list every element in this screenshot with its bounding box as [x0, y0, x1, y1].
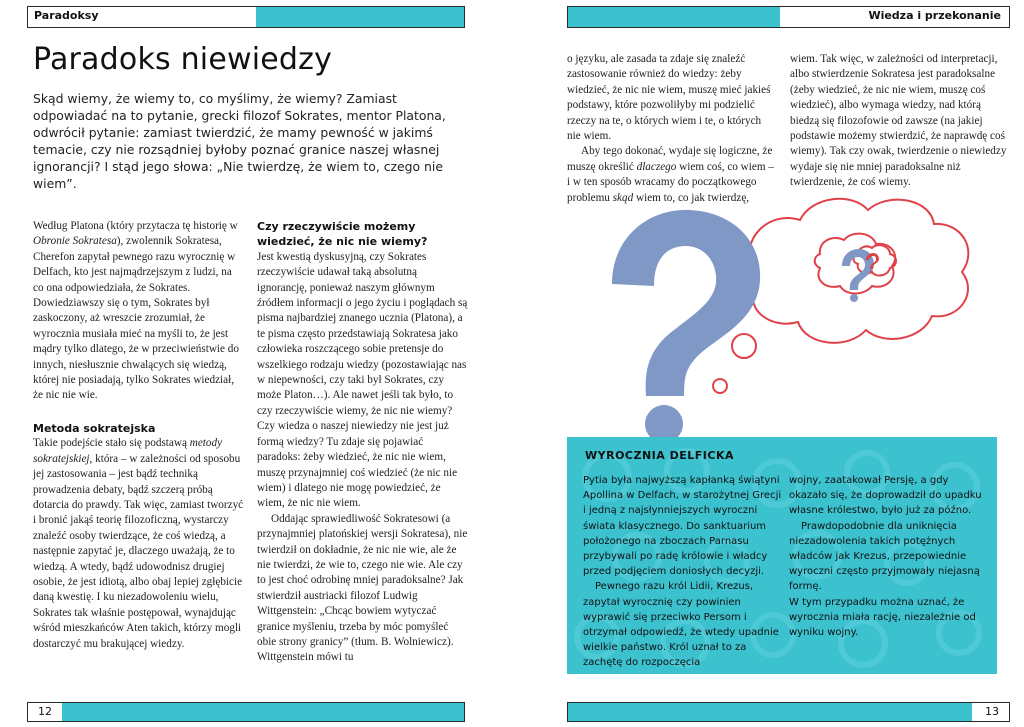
page-number-left: 12 — [38, 705, 52, 718]
box-right-paragraph-1: wojny, zaatakował Persję, a gdy okazało się, że doprowadził do upadku własne królestwo, było już za późno. — [789, 475, 982, 517]
box-right-paragraph-3: W tym przypadku można uznać, że wyrocznia miała rację, niezależnie od wyniku wojny. — [789, 596, 976, 639]
right-header-bar — [567, 6, 1010, 28]
section-title: Paradoksy — [34, 9, 99, 22]
box-left-paragraph-1: Pytia była najwyższą kapłanką świątyni Apollina w Delfach, w starożytnej Grecji i jedną z najsłynniejszych wyroczni świata klasycznego. Do sanktuarium położonego na zboczach Parnasu przybywali po radę królowie i władcy przed podjęciem doniosłych decyzji. — [583, 475, 782, 578]
section-heading-socratic-method: Metoda sokratejska — [33, 421, 156, 435]
page-title: Paradoks niewiedzy — [33, 42, 333, 77]
column-3 — [567, 52, 775, 206]
column-4-paragraph-1: wiem. Tak więc, w zależności od interpretacji, albo stwierdzenie Sokratesa jest paradoksalne (żeby wiedzieć, że nic nie wiem, muszę coś wiedzieć), albo wymaga wiedzy, nad którą biedzą się filozofowie od zawsze (na jakiej podstawie możemy stwierdzić, że naprawdę coś wiemy). Tak czy owak, twierdzenie o niewiedzy wydaje się nie mniej paradoksalne niż twierdzenie, że coś wiemy. — [790, 53, 1007, 189]
column-4 — [790, 52, 1008, 191]
box-right-paragraph-2: Prawdopodobnie dla uniknięcia niezadowolenia takich potężnych władców jak Krezus, przepowiednie wyroczni często przyjmowały niejasną formę. — [789, 520, 980, 593]
column-1 — [33, 219, 245, 652]
section-heading-can-we-know: Czy rzeczywiście możemy wiedzieć, że nic nie wiemy? — [257, 220, 428, 249]
column-2 — [257, 219, 469, 666]
right-footer-bar — [567, 702, 1010, 722]
left-footer-bar — [27, 702, 465, 722]
sidebar-box-delphic-oracle — [567, 437, 997, 674]
intro-paragraph: Skąd wiemy, że wiemy to, co myślimy, że wiemy? Zamiast odpowiadać na to pytanie, grecki filozof Sokrates, mentor Platona, odwrócił pytanie: zamiast twierdzić, że mamy pewność w jakimś temacie, czy nie rozsądniej byłoby poznać granice naszej własnej ignorancji? I stąd jego słowa: „Nie twierdzę, że wiem to, czego nie wiem”. — [33, 91, 446, 191]
box-title: WYROCZNIA DELFICKA — [585, 449, 734, 462]
column-2-paragraph-2: Oddając sprawiedliwość Sokratesowi (a przynajmniej platońskiej wersji Sokratesa), nie twierdził on dokładnie, że nic nie wie, ale że nie twierdzi, że wie to, czego nie wie. Ale czy to jest choć odrobinę mniej paradoksalne? Jak stwierdził austriacki filozof Ludwig Wittgenstein: „Chcąc bowiem wytyczać granice myśleniu, trzeba by móc pomyśleć obie strony granicy” (tłum. B. Wolniewicz). Wittgenstein mówi tu — [257, 512, 468, 664]
page-number-right: 13 — [985, 705, 999, 718]
box-left-paragraph-2: Pewnego razu król Lidii, Krezus, zapytał wyrocznię czy powinien wyprawić się przeciwko Persom i otrzymał odpowiedź, że wtedy upadnie wielkie państwo. Król uznał to za zachętę do rozpoczęcia — [583, 581, 779, 669]
left-header-bar — [27, 6, 465, 28]
column-1-paragraph-2: Takie podejście stało się podstawą metody sokratejskiej, która – w zależności od sposobu jej zastosowania – jest bądź techniką prowadzenia debaty, bądź szczerą próbą dotarcia do prawdy. Tak więc, zamiast tworzyć i bronić jakąś teorię filozoficzną, wystarczy znaleźć osoby twierdzące, że coś wiedzą, a następnie zapytać je, dlaczego uważają, że to wiedzą. A wtedy, bądź udowodnisz drugiej osobie, że jest idiotą, albo obaj lepiej zgłębicie daną kwestię. I ku niezadowoleniu wielu, Sokrates tak właśnie postępował, wynajdując wśród mieszkańców Aten takich, którzy mogli dostarczyć mu brakującej wiedzy. — [33, 437, 244, 650]
column-3-paragraph-2: Aby tego dokonać, wydaje się logiczne, że muszę określić dlaczego wiem coś, co wiem – i w ten sposób wracamy do początkowego problemu skąd wiem to, co jak twierdzę, — [567, 145, 774, 204]
column-3-paragraph-1: o języku, ale zasada ta zdaje się znaleźć zastosowanie również do wiedzy: żeby wiedzieć, że nic nie wiem, muszę mieć jakieś podstawy, które pozwoliłyby mi podzielić rzeczy na te, o których wiem i te, o których nie wiem. — [567, 53, 771, 143]
column-1-paragraph-1: Według Platona (który przytacza tę historię w Obronie Sokratesa), zwolennik Sokratesa, Cherefon zapytał pewnego razu wyrocznię w Delfach, kto jest najmądrzejszym z ludzi, na co ona odpowiedziała, że Sokrates. Dowiedziawszy się o tym, Sokrates był zaskoczony, aż wreszcie zrozumiał, że wyrocznia musiała mieć na myśli to, że jest mądry tylko dlatego, że w przeciwieństwie do innych, niesłusznie chwalących się wiedzą, której nie posiadają, tylko Sokrates wiedział, że nic nie wie. — [33, 220, 239, 402]
box-column-right — [789, 473, 989, 640]
box-column-left — [583, 473, 783, 671]
column-2-paragraph-1: Jest kwestią dyskusyjną, czy Sokrates rzeczywiście udawał taką absolutną ignorancję, ponieważ naszym głównym źródłem informacji o jego życiu i poglądach są pisma najbardziej znanego ucznia (Platona), a te pisma często przedstawiają Sokratesa jako człowieka roszczącego sobie pretensje do wszelkiego rodzaju wiedzy (pozostawiając nas w niepewności, czy taki był Sokrates, czy może Platon…). Ale nawet jeśli tak było, to czy rzeczywiście wiemy, że nic nie wiemy? Czy wiedza o naszej niewiedzy nie jest już formą wiedzy? Tu zdaje się pojawiać paradoks: żeby wiedzieć, że nic nie wiem, muszę przynajmniej coś wiedzieć (że nic nie wiem) i dlatego nie mogę powiedzieć, że wiem, że nic nie wiem. — [257, 250, 468, 510]
section-title: Wiedza i przekonanie — [868, 9, 1001, 22]
